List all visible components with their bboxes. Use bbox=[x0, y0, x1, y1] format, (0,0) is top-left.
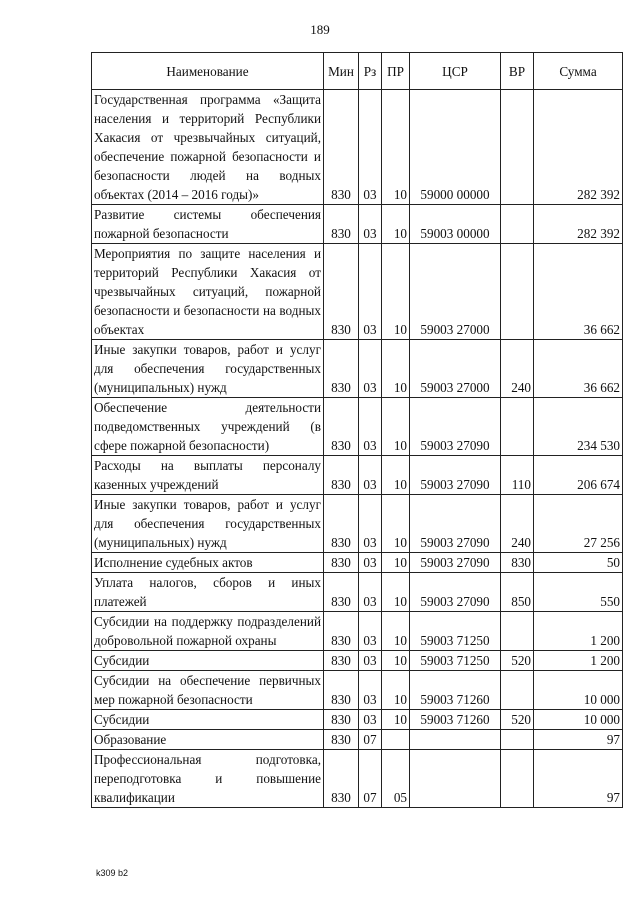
row-csr: 59003 71260 bbox=[410, 710, 501, 730]
row-sum: 10 000 bbox=[534, 710, 623, 730]
table-row bbox=[92, 730, 623, 750]
row-rz: 03 bbox=[359, 495, 382, 553]
row-csr: 59003 27000 bbox=[410, 340, 501, 398]
table-row bbox=[92, 553, 623, 573]
row-vr bbox=[501, 90, 534, 205]
row-csr: 59003 71250 bbox=[410, 651, 501, 671]
header-min: Мин bbox=[324, 53, 359, 90]
row-pr: 10 bbox=[382, 553, 410, 573]
table-row bbox=[92, 671, 623, 710]
row-pr: 10 bbox=[382, 456, 410, 495]
row-name: Субсидии на поддержку подразделений добровольной пожарной охраны bbox=[92, 612, 324, 651]
header-name: Наименование bbox=[92, 53, 324, 90]
row-name: Иные закупки товаров, работ и услуг для обеспечения государственных (муниципальных) нужд bbox=[92, 340, 324, 398]
table-row bbox=[92, 244, 623, 340]
row-pr bbox=[382, 730, 410, 750]
table-row bbox=[92, 750, 623, 808]
row-pr: 05 bbox=[382, 750, 410, 808]
row-min: 830 bbox=[324, 612, 359, 651]
row-vr bbox=[501, 730, 534, 750]
page-number: 189 bbox=[310, 22, 330, 37]
row-rz: 03 bbox=[359, 651, 382, 671]
row-vr: 240 bbox=[501, 495, 534, 553]
row-sum: 10 000 bbox=[534, 671, 623, 710]
header-rz: Рз bbox=[359, 53, 382, 90]
row-vr bbox=[501, 205, 534, 244]
row-name: Мероприятия по защите населения и территорий Республики Хакасия от чрезвычайных ситуаций, пожарной безопасности и безопасности на водных объектах bbox=[92, 244, 324, 340]
row-min: 830 bbox=[324, 573, 359, 612]
row-pr: 10 bbox=[382, 710, 410, 730]
row-rz: 03 bbox=[359, 244, 382, 340]
row-min: 830 bbox=[324, 398, 359, 456]
row-pr: 10 bbox=[382, 244, 410, 340]
row-pr: 10 bbox=[382, 398, 410, 456]
row-pr: 10 bbox=[382, 612, 410, 651]
row-csr: 59003 27090 bbox=[410, 456, 501, 495]
row-name: Субсидии bbox=[92, 710, 324, 730]
row-vr bbox=[501, 612, 534, 651]
row-csr: 59003 27090 bbox=[410, 495, 501, 553]
row-sum: 27 256 bbox=[534, 495, 623, 553]
document-code: k309 b2 bbox=[96, 868, 129, 878]
row-min: 830 bbox=[324, 90, 359, 205]
row-vr: 850 bbox=[501, 573, 534, 612]
row-sum: 1 200 bbox=[534, 651, 623, 671]
row-min: 830 bbox=[324, 340, 359, 398]
row-rz: 03 bbox=[359, 398, 382, 456]
row-rz: 03 bbox=[359, 710, 382, 730]
row-vr bbox=[501, 750, 534, 808]
table-row bbox=[92, 456, 623, 495]
row-csr: 59003 27090 bbox=[410, 553, 501, 573]
header-pr: ПР bbox=[382, 53, 410, 90]
row-sum: 282 392 bbox=[534, 90, 623, 205]
row-min: 830 bbox=[324, 750, 359, 808]
budget-table bbox=[91, 52, 623, 808]
table-row bbox=[92, 398, 623, 456]
row-csr: 59003 71260 bbox=[410, 671, 501, 710]
row-rz: 03 bbox=[359, 340, 382, 398]
row-pr: 10 bbox=[382, 205, 410, 244]
row-rz: 03 bbox=[359, 553, 382, 573]
row-name: Обеспечение деятельности подведомственных учреждений (в сфере пожарной безопасности) bbox=[92, 398, 324, 456]
row-rz: 03 bbox=[359, 671, 382, 710]
row-name: Развитие системы обеспечения пожарной безопасности bbox=[92, 205, 324, 244]
row-vr: 110 bbox=[501, 456, 534, 495]
row-pr: 10 bbox=[382, 340, 410, 398]
row-sum: 282 392 bbox=[534, 205, 623, 244]
row-vr: 830 bbox=[501, 553, 534, 573]
row-pr: 10 bbox=[382, 90, 410, 205]
row-min: 830 bbox=[324, 710, 359, 730]
row-csr: 59003 71250 bbox=[410, 612, 501, 651]
row-csr: 59003 27000 bbox=[410, 244, 501, 340]
row-sum: 97 bbox=[534, 730, 623, 750]
row-min: 830 bbox=[324, 651, 359, 671]
row-sum: 50 bbox=[534, 553, 623, 573]
row-min: 830 bbox=[324, 671, 359, 710]
row-name: Профессиональная подготовка, переподготовка и повышение квалификации bbox=[92, 750, 324, 808]
row-vr bbox=[501, 398, 534, 456]
table-header-row bbox=[92, 53, 623, 90]
row-rz: 07 bbox=[359, 750, 382, 808]
row-min: 830 bbox=[324, 495, 359, 553]
row-name: Субсидии bbox=[92, 651, 324, 671]
row-name: Образование bbox=[92, 730, 324, 750]
row-name: Иные закупки товаров, работ и услуг для обеспечения государственных (муниципальных) нужд bbox=[92, 495, 324, 553]
row-csr bbox=[410, 730, 501, 750]
row-vr: 240 bbox=[501, 340, 534, 398]
row-csr: 59003 27090 bbox=[410, 573, 501, 612]
header-vr: ВР bbox=[501, 53, 534, 90]
row-rz: 03 bbox=[359, 573, 382, 612]
row-rz: 03 bbox=[359, 205, 382, 244]
row-csr bbox=[410, 750, 501, 808]
table-row bbox=[92, 710, 623, 730]
header-sum: Сумма bbox=[534, 53, 623, 90]
row-sum: 1 200 bbox=[534, 612, 623, 651]
row-csr: 59003 00000 bbox=[410, 205, 501, 244]
row-csr: 59000 00000 bbox=[410, 90, 501, 205]
row-pr: 10 bbox=[382, 651, 410, 671]
table-row bbox=[92, 205, 623, 244]
row-sum: 36 662 bbox=[534, 244, 623, 340]
table-row bbox=[92, 90, 623, 205]
row-rz: 03 bbox=[359, 612, 382, 651]
row-sum: 97 bbox=[534, 750, 623, 808]
row-name: Государственная программа «Защита населения и территорий Республики Хакасия от чрезвычайных ситуаций, обеспечение пожарной безопасности и безопасности людей на водных объектах (2014 – 2016 годы)» bbox=[92, 90, 324, 205]
row-min: 830 bbox=[324, 205, 359, 244]
row-name: Исполнение судебных актов bbox=[92, 553, 324, 573]
row-vr: 520 bbox=[501, 651, 534, 671]
row-vr bbox=[501, 244, 534, 340]
table-row bbox=[92, 651, 623, 671]
row-min: 830 bbox=[324, 244, 359, 340]
row-sum: 36 662 bbox=[534, 340, 623, 398]
row-vr bbox=[501, 671, 534, 710]
row-sum: 550 bbox=[534, 573, 623, 612]
table-row bbox=[92, 340, 623, 398]
row-name: Расходы на выплаты персоналу казенных учреждений bbox=[92, 456, 324, 495]
row-min: 830 bbox=[324, 456, 359, 495]
table-row bbox=[92, 495, 623, 553]
row-sum: 234 530 bbox=[534, 398, 623, 456]
row-min: 830 bbox=[324, 730, 359, 750]
row-sum: 206 674 bbox=[534, 456, 623, 495]
row-csr: 59003 27090 bbox=[410, 398, 501, 456]
row-pr: 10 bbox=[382, 671, 410, 710]
row-name: Уплата налогов, сборов и иных платежей bbox=[92, 573, 324, 612]
row-rz: 07 bbox=[359, 730, 382, 750]
row-name: Субсидии на обеспечение первичных мер пожарной безопасности bbox=[92, 671, 324, 710]
row-min: 830 bbox=[324, 553, 359, 573]
table-row bbox=[92, 612, 623, 651]
row-pr: 10 bbox=[382, 573, 410, 612]
row-vr: 520 bbox=[501, 710, 534, 730]
header-csr: ЦСР bbox=[410, 53, 501, 90]
table-row bbox=[92, 573, 623, 612]
row-rz: 03 bbox=[359, 90, 382, 205]
row-rz: 03 bbox=[359, 456, 382, 495]
row-pr: 10 bbox=[382, 495, 410, 553]
